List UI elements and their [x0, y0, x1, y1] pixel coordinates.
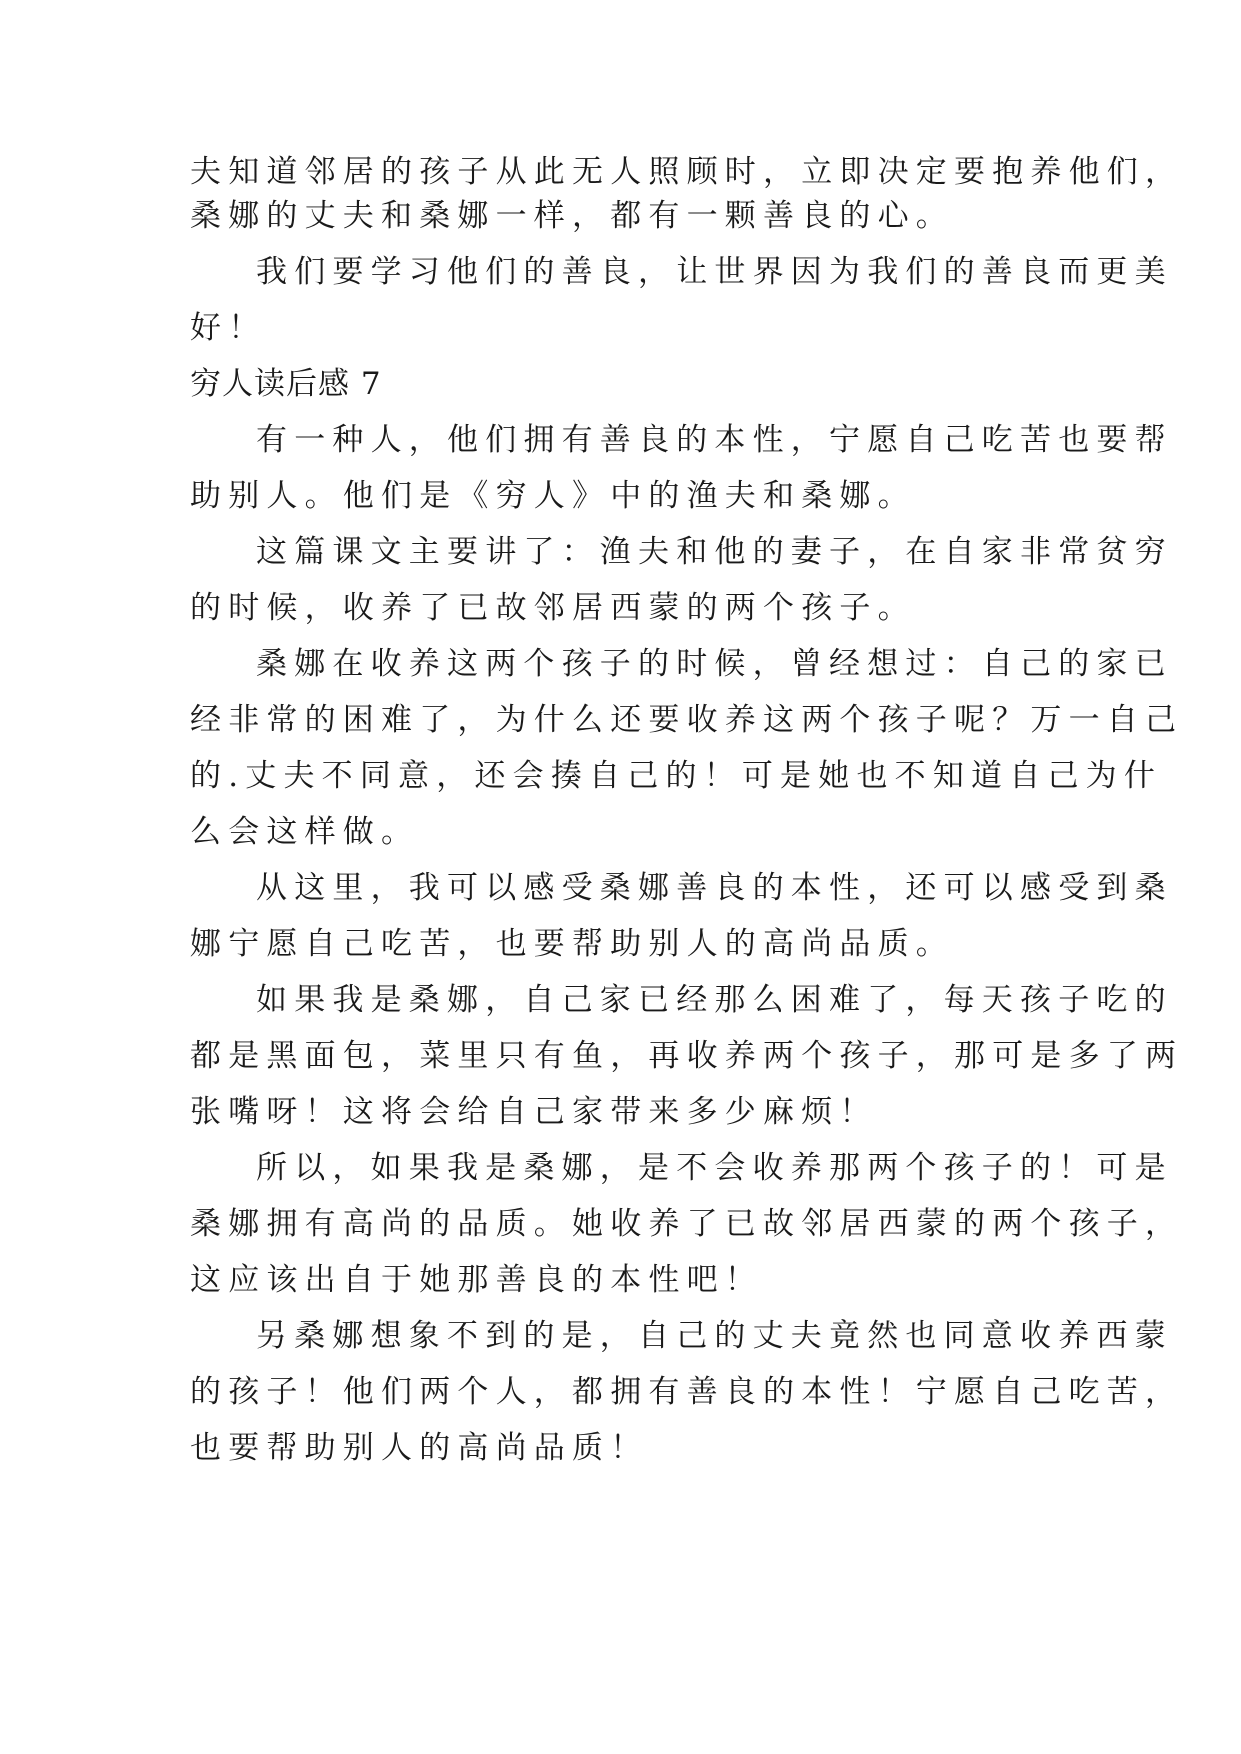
- text-line: 张嘴呀！这将会给自己家带来多少麻烦！: [190, 1094, 878, 1130]
- text-line: 的孩子！他们两个人，都拥有善良的本性！宁愿自己吃苦，: [190, 1374, 1184, 1410]
- text-line: 这应该出自于她那善良的本性吧！: [190, 1262, 763, 1298]
- text-line: 如果我是桑娜，自己家已经那么困难了，每天孩子吃的: [256, 982, 1173, 1018]
- text-line: 我们要学习他们的善良，让世界因为我们的善良而更美: [256, 254, 1173, 290]
- text-line: 这篇课文主要讲了：渔夫和他的妻子，在自家非常贫穷: [256, 534, 1173, 570]
- text-line: 经非常的困难了，为什么还要收养这两个孩子呢？万一自己: [190, 702, 1184, 738]
- text-line: 桑娜的丈夫和桑娜一样，都有一颗善良的心。: [190, 198, 954, 234]
- text-line: 另桑娜想象不到的是，自己的丈夫竟然也同意收养西蒙: [256, 1318, 1173, 1354]
- text-line: 所以，如果我是桑娜，是不会收养那两个孩子的！可是: [256, 1150, 1173, 1186]
- text-line: 的.丈夫不同意，还会揍自己的！可是她也不知道自己为什: [190, 758, 1163, 794]
- text-line: 从这里，我可以感受桑娜善良的本性，还可以感受到桑: [256, 870, 1173, 906]
- text-line: 桑娜在收养这两个孩子的时候，曾经想过：自己的家已: [256, 646, 1173, 682]
- text-line: 都是黑面包，菜里只有鱼，再收养两个孩子，那可是多了两: [190, 1038, 1184, 1074]
- text-line: 有一种人，他们拥有善良的本性，宁愿自己吃苦也要帮: [256, 422, 1173, 458]
- text-line: 也要帮助别人的高尚品质！: [190, 1430, 649, 1466]
- text-line: 的时候，收养了已故邻居西蒙的两个孩子。: [190, 590, 916, 626]
- text-line: 夫知道邻居的孩子从此无人照顾时，立即决定要抱养他们，: [190, 154, 1184, 190]
- text-line: 好！: [190, 310, 267, 346]
- text-line: 娜宁愿自己吃苦，也要帮助别人的高尚品质。: [190, 926, 954, 962]
- text-line: 么会这样做。: [190, 814, 420, 850]
- text-line: 桑娜拥有高尚的品质。她收养了已故邻居西蒙的两个孩子，: [190, 1206, 1184, 1242]
- text-line: 助别人。他们是《穷人》中的渔夫和桑娜。: [190, 478, 916, 514]
- section-heading: 穷人读后感 7: [190, 366, 382, 402]
